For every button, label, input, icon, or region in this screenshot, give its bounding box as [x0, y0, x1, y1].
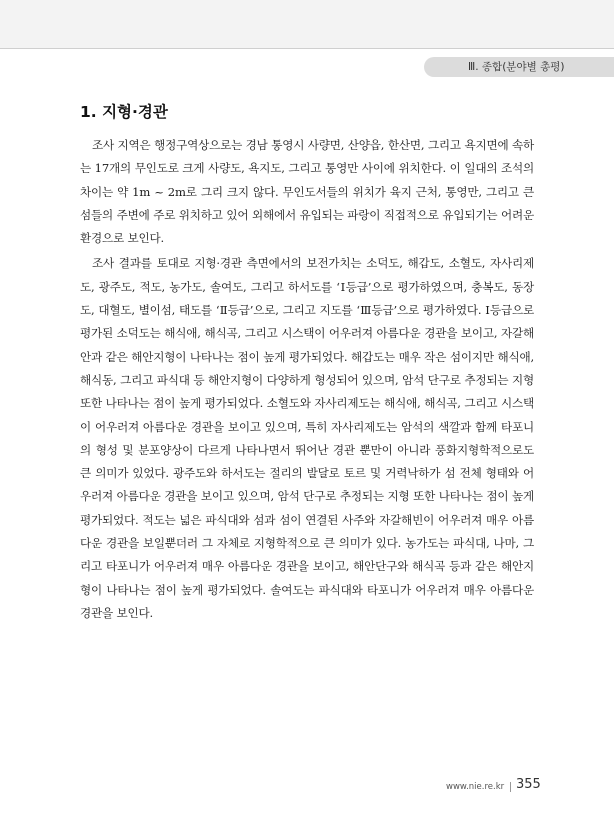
footer-url: www.nie.re.kr	[446, 782, 505, 792]
page-number: 355	[516, 777, 541, 792]
paragraph: 조사 결과를 토대로 지형·경관 측면에서의 보전가치는 소덕도, 해갑도, 소혈도, 자사리제도, 광주도, 적도, 농가도, 솔여도, 그리고 하서도를 ‘Ⅰ등급’으로 평가하였으며, 충복도, 동장도, 대혈도, 별이섬, 태도를 ‘Ⅱ등급’으로, 그리고 지도를 ‘Ⅲ등급’으로 평가하였다. Ⅰ등급으로 평가된 소덕도는 해식애, 해식곡, 그리고 시스택이 어우러져 아름다운 경관을 보이고, 자갈해안과 같은 해안지형이 나타나는 점이 높게 평가되었다. 해갑도는 매우 작은 섬이지만 해식애, 해식동, 그리고 파식대 등 해안지형이 다양하게 형성되어 있으며, 암석 단구로 추정되는 지형 또한 나타나는 점이 높게 평가되었다. 소혈도와 자사리제도는 해식애, 해식곡, 그리고 시스택이 어우러져 아름다운 경관을 보이고 있으며, 특히 자사리제도는 암석의 색깔과 함께 타포니의 형성 및 분포양상이 다르게 나타나면서 뛰어난 경관 뿐만이 아니라 풍화지형학적으로도 큰 의미가 있었다. 광주도와 하서도는 절리의 발달로 토르 및 거력낙하가 섬 전체 형태와 어우러져 아름다운 경관을 보이고 있으며, 암석 단구로 추정되는 지형 또한 나타나는 점이 높게 평가되었다. 적도는 넓은 파식대와 섬과 섬이 연결된 사주와 자갈해빈이 어우러져 매우 아름다운 경관을 보일뿐더러 그 자체로 지형학적으로 큰 의미가 있다. 농가도는 파식대, 나마, 그리고 타포니가 어우러져 매우 아름다운 경관을 보이고, 해안단구와 해식곡 등과 같은 해안지형이 나타나는 점이 높게 평가되었다. 솔여도는 파식대와 타포니가 어우러져 매우 아름다운 경관을 보인다.	[80, 256, 534, 620]
paragraph: 조사 지역은 행정구역상으로는 경남 통영시 사량면, 산양읍, 한산면, 그리고 욕지면에 속하는 17개의 무인도로 크게 사량도, 욕지도, 그리고 통영만 사이에 위치한다. 이 일대의 조석의 차이는 약 1m ~ 2m로 그리 크지 않다. 무인도서들의 위치가 육지 근처, 통영만, 그리고 큰 섬들의 주변에 주로 위치하고 있어 외해에서 유입되는 파랑이 직접적으로 유입되기는 어려운 환경으로 보인다.	[80, 138, 534, 246]
header-rule	[0, 48, 614, 49]
chapter-label: Ⅲ. 종합(분야별 총평)	[424, 57, 614, 77]
header-band	[0, 0, 614, 48]
section-title: 1. 지형·경관	[80, 103, 168, 121]
body-text	[80, 134, 534, 627]
footer-divider	[510, 782, 511, 792]
